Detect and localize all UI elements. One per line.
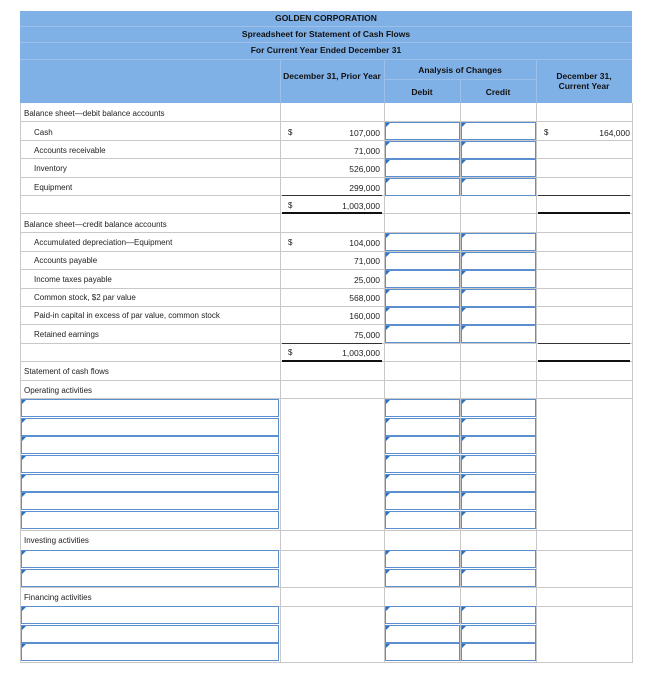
operating-debit-input[interactable] <box>385 418 460 436</box>
debit-input-paid-in-capital[interactable] <box>385 307 460 325</box>
financing-credit-input[interactable] <box>461 643 536 661</box>
financing-debit-input[interactable] <box>385 625 460 643</box>
operating-credit-input[interactable] <box>461 436 536 454</box>
operating-desc-input[interactable] <box>21 399 279 417</box>
operating-credit-input[interactable] <box>461 418 536 436</box>
operating-credit-input[interactable] <box>461 511 536 529</box>
col-credit: Credit <box>485 87 511 97</box>
prior-retained-earnings: 75,000 <box>354 330 380 340</box>
investing-desc-input[interactable] <box>21 550 279 568</box>
debit-input-accounts-receivable[interactable] <box>385 141 460 159</box>
dollar-sign: $ <box>288 128 293 137</box>
credit-input-paid-in-capital[interactable] <box>461 307 536 325</box>
operating-debit-input[interactable] <box>385 474 460 492</box>
operating-desc-input[interactable] <box>21 436 279 454</box>
financing-activities-label: Financing activities <box>24 593 92 602</box>
credit-input-common-stock[interactable] <box>461 289 536 307</box>
investing-debit-input[interactable] <box>385 569 460 587</box>
debit-section-label: Balance sheet—debit balance accounts <box>24 109 165 118</box>
credit-input-income-taxes-payable[interactable] <box>461 270 536 288</box>
debit-input-retained-earnings[interactable] <box>385 325 460 343</box>
prior-common-stock: 568,000 <box>349 293 380 303</box>
col-prior-year: December 31, Prior Year <box>283 71 381 81</box>
operating-credit-input[interactable] <box>461 474 536 492</box>
credit-input-accumulated-depreciation[interactable] <box>461 233 536 251</box>
operating-debit-input[interactable] <box>385 492 460 510</box>
debit-input-common-stock[interactable] <box>385 289 460 307</box>
operating-desc-input[interactable] <box>21 418 279 436</box>
row-label-income-taxes-payable: Income taxes payable <box>34 275 112 284</box>
spreadsheet-title: Spreadsheet for Statement of Cash Flows <box>241 29 411 39</box>
col-analysis-of-changes: Analysis of Changes <box>418 65 502 75</box>
prior-accounts-payable: 71,000 <box>354 256 380 266</box>
debit-input-inventory[interactable] <box>385 159 460 177</box>
investing-credit-input[interactable] <box>461 569 536 587</box>
col-debit: Debit <box>411 87 433 97</box>
debit-input-accumulated-depreciation[interactable] <box>385 233 460 251</box>
prior-accounts-receivable: 71,000 <box>354 146 380 156</box>
row-label-common-stock: Common stock, $2 par value <box>34 293 136 302</box>
prior-income-taxes-payable: 25,000 <box>354 275 380 285</box>
financing-desc-input[interactable] <box>21 606 279 624</box>
row-label-accounts-receivable: Accounts receivable <box>34 146 106 155</box>
operating-desc-input[interactable] <box>21 492 279 510</box>
operating-credit-input[interactable] <box>461 492 536 510</box>
investing-desc-input[interactable] <box>21 569 279 587</box>
credit-input-inventory[interactable] <box>461 159 536 177</box>
prior-paid-in-capital: 160,000 <box>349 311 380 321</box>
cash-flows-label: Statement of cash flows <box>24 367 109 376</box>
prior-cash: 107,000 <box>349 128 380 138</box>
investing-activities-label: Investing activities <box>24 536 89 545</box>
dollar-sign: $ <box>288 238 293 247</box>
investing-debit-input[interactable] <box>385 550 460 568</box>
financing-debit-input[interactable] <box>385 643 460 661</box>
dollar-sign: $ <box>288 348 293 357</box>
row-label-retained-earnings: Retained earnings <box>34 330 99 339</box>
debit-input-income-taxes-payable[interactable] <box>385 270 460 288</box>
row-label-paid-in-capital: Paid-in capital in excess of par value, common stock <box>34 311 220 320</box>
row-label-accumulated-depreciation: Accumulated depreciation—Equipment <box>34 238 173 247</box>
dollar-sign: $ <box>288 201 293 210</box>
col-current-year: December 31, Current Year <box>556 71 612 91</box>
credit-input-retained-earnings[interactable] <box>461 325 536 343</box>
operating-desc-input[interactable] <box>21 511 279 529</box>
dollar-sign: $ <box>544 128 549 137</box>
financing-credit-input[interactable] <box>461 606 536 624</box>
operating-debit-input[interactable] <box>385 455 460 473</box>
current-cash: 164,000 <box>599 128 630 138</box>
operating-desc-input[interactable] <box>21 455 279 473</box>
financing-desc-input[interactable] <box>21 643 279 661</box>
prior-inventory: 526,000 <box>349 164 380 174</box>
financing-credit-input[interactable] <box>461 625 536 643</box>
debit-input-cash[interactable] <box>385 122 460 140</box>
prior-accumulated-depreciation: 104,000 <box>349 238 380 248</box>
operating-desc-input[interactable] <box>21 474 279 492</box>
prior-credit-total: 1,003,000 <box>342 348 380 358</box>
operating-credit-input[interactable] <box>461 399 536 417</box>
company-name: GOLDEN CORPORATION <box>275 13 377 23</box>
debit-input-equipment[interactable] <box>385 178 460 196</box>
operating-debit-input[interactable] <box>385 511 460 529</box>
operating-debit-input[interactable] <box>385 399 460 417</box>
row-label-inventory: Inventory <box>34 164 67 173</box>
investing-credit-input[interactable] <box>461 550 536 568</box>
operating-activities-label: Operating activities <box>24 386 93 395</box>
operating-debit-input[interactable] <box>385 436 460 454</box>
prior-equipment: 299,000 <box>349 183 380 193</box>
financing-desc-input[interactable] <box>21 625 279 643</box>
period-label: For Current Year Ended December 31 <box>250 45 402 55</box>
credit-input-cash[interactable] <box>461 122 536 140</box>
row-label-accounts-payable: Accounts payable <box>34 256 98 265</box>
debit-input-accounts-payable[interactable] <box>385 252 460 270</box>
row-label-equipment: Equipment <box>34 183 73 192</box>
prior-debit-total: 1,003,000 <box>342 201 380 211</box>
credit-section-label: Balance sheet—credit balance accounts <box>24 220 167 229</box>
credit-input-accounts-payable[interactable] <box>461 252 536 270</box>
credit-input-equipment[interactable] <box>461 178 536 196</box>
row-label-cash: Cash <box>34 128 53 137</box>
financing-debit-input[interactable] <box>385 606 460 624</box>
credit-input-accounts-receivable[interactable] <box>461 141 536 159</box>
operating-credit-input[interactable] <box>461 455 536 473</box>
